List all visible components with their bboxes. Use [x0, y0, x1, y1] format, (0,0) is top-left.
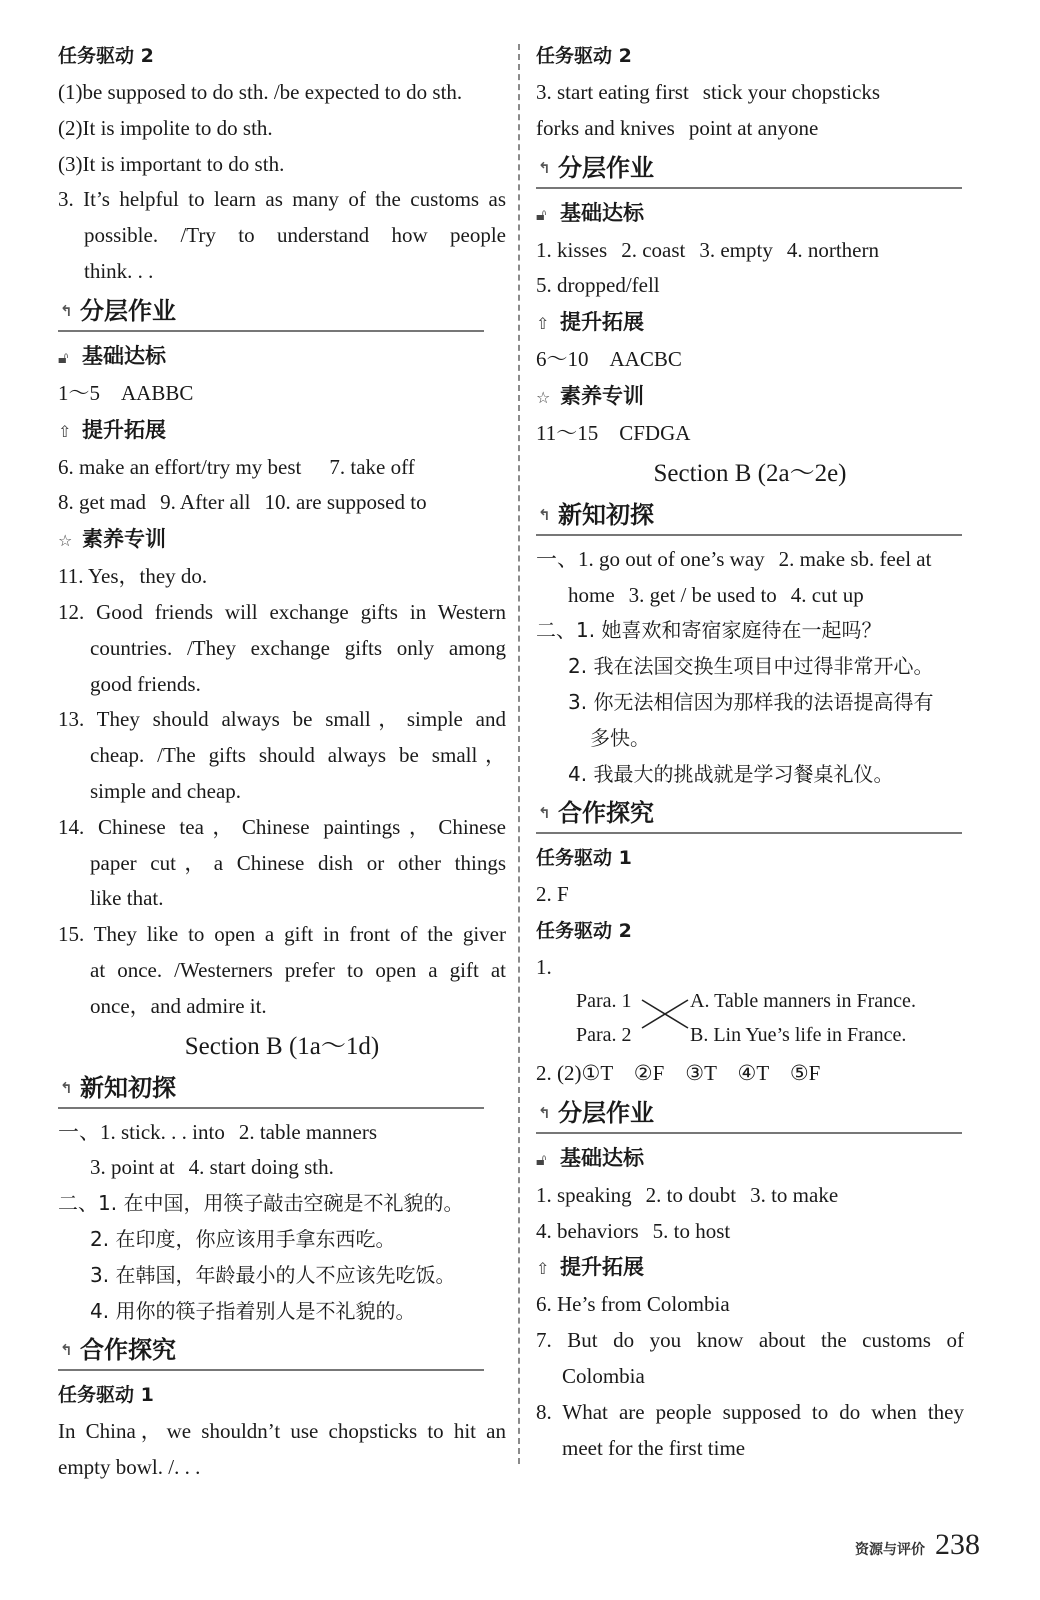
answer-line: 3. start eating first stick your chopsticks: [536, 80, 881, 104]
return-arrow-icon: ↰: [60, 301, 73, 320]
answer-line: 11～15 CFDGA: [536, 420, 691, 445]
return-arrow-icon: ↰: [60, 1078, 73, 1097]
section-header-layered: ↰ 分层作业: [58, 292, 484, 332]
column-divider: [518, 44, 520, 1464]
page-footer: [855, 1528, 980, 1562]
return-arrow-icon: ↰: [538, 158, 551, 177]
up-arrow-icon: ⇧: [536, 314, 550, 334]
star-icon: ☆: [58, 531, 73, 551]
answer-line: 11. Yes，they do.: [58, 564, 208, 589]
translation-line: 4. 我最大的挑战就是学习餐桌礼仪。: [568, 761, 894, 786]
section-header-new: ↰ 新知初探: [58, 1069, 484, 1109]
translation-line: 2. 我在法国交换生项目中过得非常开心。: [568, 654, 934, 679]
subheader-extend: ⇧ 提升拓展: [536, 304, 964, 342]
translation-line: 2. 在印度，你应该用手拿东西吃。: [90, 1226, 396, 1251]
subheader-literacy: ☆ 素养专训: [536, 378, 964, 416]
subheader-basic: 🔓︎ 基础达标: [536, 1140, 964, 1178]
translation-line: 3. 在韩国，年龄最小的人不应该先吃饭。: [90, 1262, 456, 1287]
return-arrow-icon: ↰: [538, 1103, 551, 1122]
answer-line: at once. /Westerners prefer to open a gift at: [90, 957, 506, 982]
answer-line: 一、1. go out of one’s way 2. make sb. feel at: [536, 546, 932, 571]
answer-line: 13. They should always be small，simple and: [58, 707, 506, 732]
answer-line: 6～10 AACBC: [536, 347, 682, 372]
translation-line: 二、1. 在中国，用筷子敲击空碗是不礼貌的。: [58, 1191, 464, 1216]
answer-line: 3. point at 4. start doing sth.: [90, 1155, 334, 1180]
section-header-layered: ↰ 分层作业: [536, 149, 962, 189]
answer-line: 7. But do you know about the customs of: [536, 1328, 964, 1353]
answer-line: like that.: [90, 886, 164, 911]
match-cross-lines: [640, 994, 690, 1034]
answer-line: 4. behaviors 5. to host: [536, 1218, 731, 1243]
answer-line: 5. dropped/fell: [536, 273, 660, 298]
section-title: Section B (2a～2e): [653, 459, 847, 487]
subheader-literacy: ☆ 素养专训: [58, 521, 506, 559]
answer-line: paper cut，a Chinese dish or other things: [90, 850, 506, 875]
answer-line: 8. What are people supposed to do when they: [536, 1399, 964, 1424]
subheader-basic: 🔓︎ 基础达标: [536, 195, 964, 233]
answer-line: simple and cheap.: [90, 778, 242, 803]
return-arrow-icon: ↰: [60, 1341, 73, 1360]
section-header-layered: ↰ 分层作业: [536, 1094, 962, 1134]
task-title: 任务驱动 2: [536, 920, 632, 943]
answer-line: think. . .: [84, 258, 154, 283]
match-left-2: Para. 2: [576, 1023, 632, 1046]
answer-line: 2. F: [536, 882, 569, 907]
lock-icon: 🔓︎: [536, 204, 547, 224]
answer-line: 1.: [536, 955, 552, 980]
section-header-coop: ↰ 合作探究: [536, 794, 962, 834]
answer-line: empty bowl. /. . .: [58, 1455, 201, 1480]
return-arrow-icon: ↰: [538, 505, 551, 524]
lock-icon: 🔓︎: [58, 347, 69, 367]
task-title: 任务驱动 2: [536, 45, 632, 67]
answer-line: 8. get mad 9. After all 10. are supposed to: [58, 490, 427, 515]
answer-line: 15. They like to open a gift in front of the giver: [58, 922, 506, 947]
star-icon: ☆: [536, 387, 551, 407]
translation-line: 多快。: [590, 725, 650, 750]
task-title: 任务驱动 1: [536, 847, 632, 870]
answer-line: 14. Chinese tea，Chinese paintings，Chinese: [58, 814, 506, 839]
answer-line: cheap. /The gifts should always be small，: [90, 743, 506, 768]
answer-line: (2)It is impolite to do sth.: [58, 115, 273, 140]
subheader-extend: ⇧ 提升拓展: [58, 412, 506, 450]
answer-line: meet for the first time: [562, 1435, 746, 1460]
answer-line: 3. It’s helpful to learn as many of the customs as: [58, 187, 506, 212]
answer-line: once，and admire it.: [90, 993, 267, 1018]
answer-line: home 3. get / be used to 4. cut up: [568, 582, 864, 607]
section-title: Section B (1a～1d): [184, 1032, 380, 1060]
answer-line: 1. kisses 2. coast 3. empty 4. northern: [536, 237, 879, 262]
answer-line: 一、1. stick. . . into 2. table manners: [58, 1119, 378, 1144]
answer-line: (1)be supposed to do sth. /be expected to do sth.: [58, 80, 463, 104]
answer-line: forks and knives point at anyone: [536, 115, 819, 140]
right-column: [536, 38, 964, 1466]
task-title: 任务驱动 1: [58, 1384, 154, 1407]
matching-diagram: [536, 986, 964, 1056]
page-number: 238: [935, 1528, 980, 1561]
return-arrow-icon: ↰: [538, 804, 551, 823]
left-column: [58, 38, 506, 1486]
footer-label: 资源与评价: [855, 1542, 925, 1558]
answer-line: (3)It is important to do sth.: [58, 151, 285, 176]
match-left-1: Para. 1: [576, 989, 632, 1012]
answer-line: countries. /They exchange gifts only among: [90, 635, 506, 660]
answer-line: possible. /Try to understand how people: [84, 223, 506, 248]
answer-line: 2. (2)①T ②F ③T ④T ⑤F: [536, 1060, 821, 1085]
answer-line: 6. He’s from Colombia: [536, 1292, 730, 1317]
up-arrow-icon: ⇧: [58, 421, 72, 441]
translation-line: 二、1. 她喜欢和寄宿家庭待在一起吗？: [536, 618, 882, 643]
answer-line: In China，we shouldn’t use chopsticks to hit an: [58, 1419, 506, 1444]
answer-line: 6. make an effort/try my best 7. take off: [58, 454, 415, 479]
match-right-a: A. Table manners in France.: [690, 989, 916, 1012]
up-arrow-icon: ⇧: [536, 1259, 550, 1279]
section-header-coop: ↰ 合作探究: [58, 1331, 484, 1371]
task-title: 任务驱动 2: [58, 45, 154, 67]
answer-line: 1～5 AABBC: [58, 380, 194, 405]
answer-line: Colombia: [562, 1363, 645, 1388]
answer-line: good friends.: [90, 671, 201, 696]
match-right-b: B. Lin Yue’s life in France.: [690, 1023, 907, 1046]
answer-line: 12. Good friends will exchange gifts in Western: [58, 599, 506, 624]
subheader-extend: ⇧ 提升拓展: [536, 1249, 964, 1287]
section-header-new: ↰ 新知初探: [536, 496, 962, 536]
answer-line: 1. speaking 2. to doubt 3. to make: [536, 1182, 839, 1207]
lock-icon: 🔓︎: [536, 1149, 547, 1169]
translation-line: 4. 用你的筷子指着别人是不礼貌的。: [90, 1298, 416, 1323]
translation-line: 3. 你无法相信因为那样我的法语提高得有: [568, 689, 934, 714]
subheader-basic: 🔓︎ 基础达标: [58, 338, 506, 376]
